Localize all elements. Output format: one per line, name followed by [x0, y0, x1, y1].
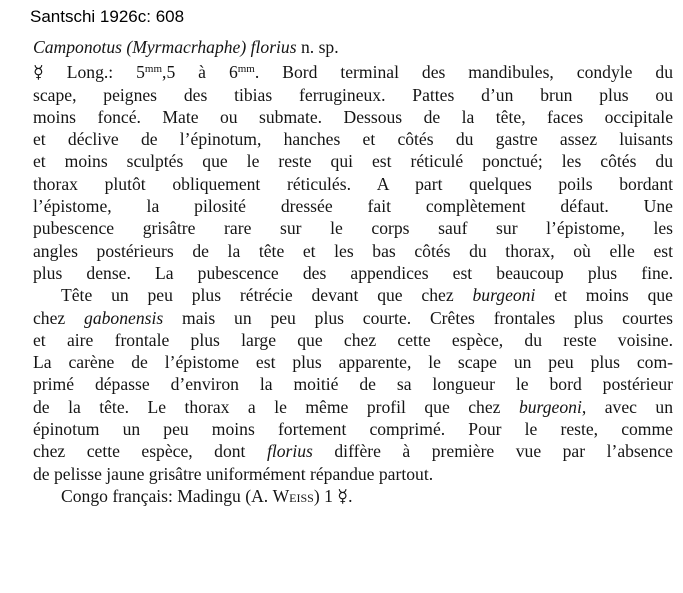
text-segment: de pelisse jaune grisâtre uniformément répandue partout. — [33, 463, 434, 484]
text-line — [33, 440, 673, 462]
text-line — [33, 58, 673, 83]
text-segment: Tête un peu plus rétrécie devant que chez — [61, 285, 473, 306]
text-line — [33, 217, 673, 239]
text-line — [33, 396, 673, 418]
text-line — [33, 485, 673, 507]
text-line — [33, 351, 673, 373]
species-description — [33, 36, 673, 507]
text-line — [33, 329, 673, 351]
text-segment: mais un peu plus courte. Crêtes frontales plus courtes — [163, 307, 673, 328]
unit-superscript: mm — [144, 63, 163, 76]
italic-taxon: florius — [266, 441, 313, 462]
italic-taxon: gabonensis — [84, 307, 164, 328]
text-line — [33, 262, 673, 284]
text-segment: pubescence grisâtre rare sur le corps sauf sur l’épistome, les — [33, 218, 673, 239]
citation-header: Santschi 1926c: 608 — [30, 7, 185, 26]
text-line — [33, 463, 673, 485]
text-segment: La carène de l’épistome est plus apparente, le scape un peu plus com- — [33, 352, 673, 373]
text-segment: moins foncé. Mate ou submate. Dessous de la tête, faces occipitale — [33, 106, 673, 127]
text-segment: thorax plutôt obliquement réticulés. A part quelques poils bordant — [33, 173, 673, 194]
text-segment: ) 1 ☿. — [313, 485, 353, 506]
text-segment: angles postérieurs de la tête et les bas côtés du thorax, où elle est — [33, 240, 673, 261]
text-segment: ,5 à 6 — [162, 62, 238, 83]
text-segment: chez — [33, 307, 85, 328]
text-segment: épinotum un peu moins fortement comprimé. Pour le reste, comme — [33, 419, 673, 440]
text-line — [33, 307, 673, 329]
italic-taxon: burgeoni — [472, 285, 536, 306]
text-segment: . Bord terminal des mandibules, condyle du — [254, 62, 673, 83]
species-title — [33, 36, 673, 58]
text-line — [33, 284, 673, 306]
text-segment: et aire frontale plus large que chez cette espèce, du reste voisine. — [33, 329, 673, 350]
text-segment: chez cette espèce, dont — [33, 441, 267, 462]
text-segment: et déclive de l’épinotum, hanches et côtés du gastre assez luisants — [33, 129, 673, 150]
text-line — [33, 173, 673, 195]
text-segment: plus dense. La pubescence des appendices est beaucoup plus fine. — [33, 262, 673, 283]
text-segment: diffère à première vue par l’absence — [312, 441, 673, 462]
text-segment: scape, peignes des tibias ferrugineux. Pattes d’un brun plus ou — [33, 84, 673, 105]
text-segment: , avec un — [581, 396, 673, 417]
text-segment: et moins sculptés que le reste qui est réticulé ponctué; les côtés du — [33, 151, 673, 172]
text-line — [33, 84, 673, 106]
text-line — [33, 128, 673, 150]
text-line — [33, 418, 673, 440]
species-name: Camponotus (Myrmacrhaphe) florius — [33, 37, 297, 57]
species-status: n. sp. — [300, 37, 339, 57]
text-segment: ☿ Long.: 5 — [33, 62, 145, 83]
text-segment: l’épistome, la pilosité dressée fait complètement défaut. Une — [33, 196, 673, 217]
italic-taxon: burgeoni — [518, 396, 582, 417]
text-line — [33, 150, 673, 172]
unit-superscript: mm — [237, 63, 255, 76]
text-segment: Congo français: Madingu (A. — [61, 485, 273, 506]
text-segment: et moins que — [535, 285, 673, 306]
text-segment: primé dépasse d’environ la moitié de sa longueur le bord postérieur — [33, 374, 673, 395]
text-segment: de la tête. Le thorax a le même profil que chez — [33, 396, 519, 417]
text-line — [33, 240, 673, 262]
description-body — [33, 58, 673, 507]
text-line — [33, 373, 673, 395]
text-line — [33, 195, 673, 217]
text-line — [33, 106, 673, 128]
collector-name: Weiss — [272, 485, 314, 506]
